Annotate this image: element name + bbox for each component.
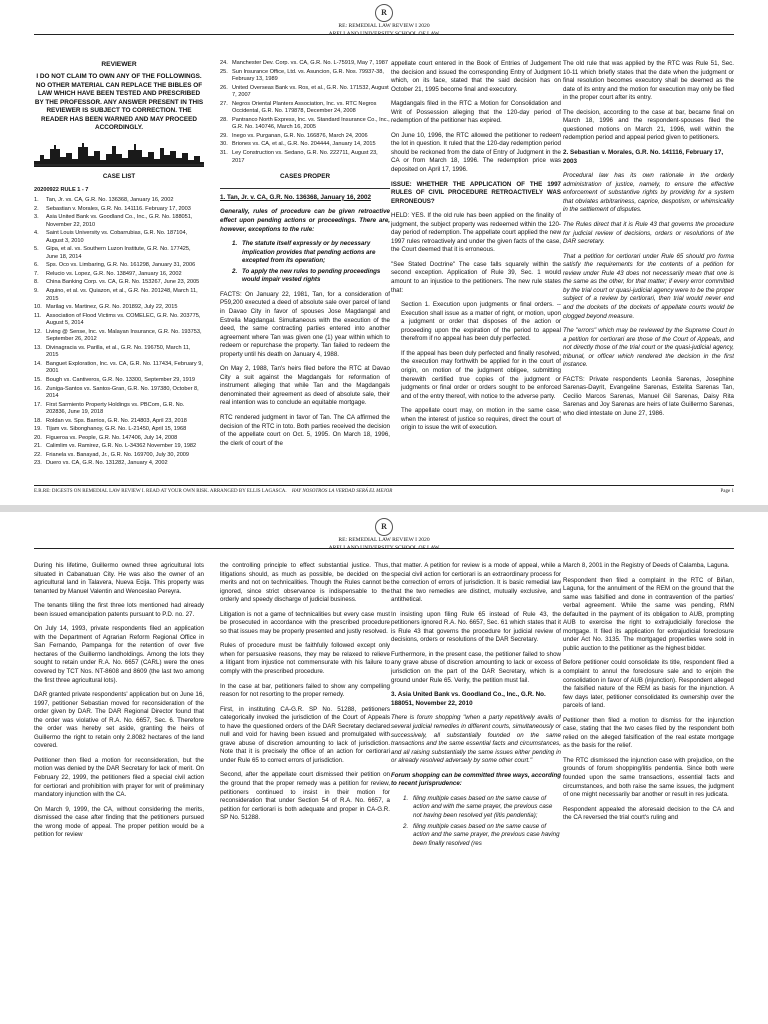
skyline-graphic <box>34 141 204 167</box>
col4-paragraph: Respondent appealed the aforesaid decision to the CA and the CA reversed the trial court's ruling and <box>563 805 734 822</box>
page-number: Page 1 <box>720 489 734 494</box>
col1-paragraph: On July 14, 1993, private respondents filed an application with the Department of Agrarian Reform Regional Office in San Fernando, Pampanga for the retention of over five hectares of the Guillermo landholdings. Among the lots they sought to retain under R.A. No. 6657 (CARL) were the ones covered by TCT Nos. NT-8608 and 8609 (the last two among the first three agricultural lots). <box>34 625 204 684</box>
case-list-group: 20200922 RULE 1 - 7 <box>34 187 89 194</box>
column-1 <box>34 60 204 484</box>
col4-paragraph: Petitioner then filed a motion to dismiss for the injunction case, stating that the two cases filed by the respondent both relied on the alleged falsification of the real estate mortgage as the basis for the relief. <box>563 716 734 750</box>
col4-paragraph: Respondent then filed a complaint in the RTC of Biñan, Laguna, for the annulment of the REM on the ground that the same was falsified and done in contravention of the parties' verbal agreement. While the same was pending, RMN defaulted in the payment of its obligation to AUB, prompting AUB to exercise the right to extrajudicially foreclose the mortgage. It filed its application for extrajudicial foreclosure under Act No. 3135. The mortgaged properties were sold in public auction to the petitioner as the highest bidder. <box>563 576 734 652</box>
col3-paragraph: that matter. A petition for review is a mode of appeal, while a special civil action for certiorari is an extraordinary process for the correction of errors of jurisdiction. It is basic remedial law that the two remedies are distinct, mutually exclusive, and antithetical. <box>391 562 561 604</box>
case-list-title: CASE LIST <box>102 172 136 180</box>
column-4 <box>563 60 734 484</box>
appeal-perfected-quote: If the appeal has been duly perfected and finally resolved, the execution may forthwith be applied for in the court of origin, on motion of the judgment obligee, submitting therewith certified true copies of the judgment or judgments or final order or orders sought to be enforced and of the entry thereof, with notice to the adverse party. <box>401 349 561 400</box>
case-list-item-number: 19. <box>34 426 42 433</box>
case-list-item-text: Ley Construction vs. Sedano, G.R. No. 222711, August 23, 2017 <box>232 150 378 164</box>
case-list-item-number: 10. <box>34 304 42 311</box>
case-list-item-number: 12. <box>34 328 42 335</box>
case-list-item-number: 29. <box>220 132 228 139</box>
case-list-item-text: Aquino, et al. vs. Quiazon, et al., G.R. No. 201248, March 11, 2015 <box>46 287 198 302</box>
case-list-item-text: Living @ Sense, Inc. vs. Malayan Insurance, G.R. No. 193753, September 26, 2012 <box>46 328 202 343</box>
case-list-item-text: Frianela vs. Banayad, Jr., G.R. No. 169700, July 30, 2009 <box>46 451 190 458</box>
page-gap <box>0 505 768 512</box>
three-ways-heading: Forum shopping can be committed three ways, according to recent jurisprudence: <box>391 771 561 788</box>
col3-paragraph-3: On June 10, 1996, the RTC allowed the petitioner to redeem the lot in question. It ruled that the 120-day redemption period should be reckoned from the date of Entry of Judgment in the CA or from March 18, 1996. The redemption price was deposited on April 17, 1996. <box>391 131 561 174</box>
column-4 <box>563 562 734 1024</box>
case-list-item-text: Divinagracia vs. Parilla, et al., G.R. No. 196750, March 11, 2015 <box>46 344 191 359</box>
case-list-item <box>34 271 204 279</box>
facts-paragraph-2: On May 2, 1988, Tan's heirs filed before the RTC at Davao City a suit against the Magdangals for reformation of instrument alleging that while Tan and the Magdangals denominated their agreement as deed of absolute sale, their real intention was to conclude an equitable mortgage. <box>220 365 390 407</box>
case-list-item-text: Inego vs. Purganan, G.R. No. 166876, March 24, 2006 <box>232 132 368 139</box>
section-1-quote: Section 1. Execution upon judgments or final orders. -- Execution shall issue as a matter of right, or motion, upon a judgment or order that disposes of the action or proceeding upon the expiration of the period to appeal therefrom if no appeal has been duly perfected. <box>401 301 561 343</box>
case-list-item-number: 26. <box>220 84 228 91</box>
case-list-item-text: Sps. Oco vs. Limbaring, G.R. No. 161298, January 31, 2006 <box>46 262 196 269</box>
column-1 <box>34 562 204 1024</box>
case-list-item-number: 16. <box>34 385 42 392</box>
case-list-item <box>220 85 390 100</box>
appellate-motion-quote: The appellate court may, on motion in the same case, when the interest of justice so requires, direct the court of origin to issue the writ of execution. <box>401 407 561 432</box>
university-seal-icon: R <box>375 518 393 536</box>
col4-paragraph-5: That a petition for certiorari under Rule 65 should pro forma satisfy the requirements for the contents of a petition for review under Rule 43 does not necessarily mean that one is the same as the other, for that matter; if every error committed by the trial court or quasi-judicial agency were to be the proper subject of a review by certiorari, then trial would never end and the dockets of the dockets of appellate courts would be clogged beyond measure. <box>563 252 734 320</box>
page-footer <box>34 489 734 496</box>
case-list-item <box>220 69 390 84</box>
case-list-item <box>220 150 390 165</box>
case-list-item <box>34 402 204 417</box>
exceptions-list <box>232 240 390 285</box>
col4-paragraph: March 8, 2001 in the Registry of Deeds of Calamba, Laguna. <box>563 562 730 569</box>
case-list-item <box>34 288 204 303</box>
case-list-item <box>34 329 204 344</box>
case-list-item-text: Negros Oriental Planters Association, Inc. vs. RTC Negros Occidental, G.R. No. 179878, December 24, 2008 <box>232 100 377 115</box>
case-list-item-number: 14. <box>34 360 42 367</box>
case-list-item-text: Relucio vs. Lopez, G.R. No. 138497, January 16, 2002 <box>46 270 182 277</box>
case-list-item <box>220 101 390 116</box>
case-3-title: 3. Asia United Bank vs. Goodland Co., Inc., G.R. No. 188051, November 22, 2010 <box>391 691 546 707</box>
header-course-title: RE: REMEDIAL LAW REVIEW I 2020 <box>338 537 430 543</box>
case-list-item <box>34 246 204 261</box>
case-list-item-number: 13. <box>34 344 42 351</box>
case-list-item <box>220 133 390 141</box>
case-list-item-number: 30. <box>220 141 228 148</box>
case-list-item-text: Zuniga-Santos vs. Santos-Gran, G.R. No. 197380, October 8, 2014 <box>46 385 199 400</box>
case-list-item-text: Gipa, et al. vs. Southern Luzon Institute, G.R. No. 177425, June 18, 2014 <box>46 246 191 260</box>
footer-divider <box>34 485 734 486</box>
case-list-item-number: 27. <box>220 100 228 107</box>
col4-paragraph-4: The Rules direct that it is Rule 43 that governs the procedure for judicial review of decisions, orders or resolutions of the DAR secretary. <box>563 221 734 246</box>
case-list-item-text: Saint Louis University vs. Cobarrubias, G.R. No. 187104, August 3, 2010 <box>46 230 188 244</box>
facts-paragraph-1: FACTS: On January 22, 1981, Tan, for a consideration of P59,200 executed a deed of absolute sale over parcel of land in Davao City in favor of spouses Jose Magdangal and Estrella Magdangal. Simultaneous with the execution of the deed, the same contracting parties entered into another agreement where Tan was given one (1) year within which to redeem or repurchase the property. Tan failed to redeem the property until his death on January 4, 1988. <box>220 290 390 358</box>
case-list-item-number: 3. <box>34 214 39 221</box>
case-list-item <box>34 230 204 245</box>
reviewer-title: REVIEWER <box>101 61 137 68</box>
case-list-item <box>34 443 204 451</box>
issue-heading: ISSUE: WHETHER THE APPLICATION OF THE 1997 RULES OF CIVIL PROCEDURE RETROACTIVELY WAS ERRONEOUS? <box>391 180 561 205</box>
section-divider <box>220 188 390 189</box>
case-list-item <box>220 60 390 68</box>
case-list-item-number: 31. <box>220 150 228 157</box>
exception-item <box>232 268 390 285</box>
col2-paragraph: the controlling principle to effect substantial justice. Thus, litigations should, as much as possible, be decided on the merits and not on technicalities. Though the Rules cannot be ignored, since strict observance is indispensable to the orderly and speedy discharge of judicial business. <box>220 562 390 604</box>
case-list-item-number: 25. <box>220 68 228 75</box>
header-divider <box>34 34 734 35</box>
col2-paragraph: First, in instituting CA-G.R. SP No. 51288, petitioners categorically invoked the jurisdiction of the Court of Appeals to have the questioned orders of the DAR Secretary declared null and void for having been issued and promulgated with grave abuse of discretion amounting to lack of jurisdiction. Note that it is precisely the office of an action for certiorari under Rule 65 to correct errors of jurisdiction. <box>220 705 390 764</box>
cases-proper-title: CASES PROPER <box>279 173 331 181</box>
exception-item-text: To apply the new rules to pending proceedings would impair vested rights <box>242 267 381 284</box>
col1-paragraph: During his lifetime, Guillermo owned three agricultural lots situated in Cabanatuan City. He was also the owner of an agricultural land in Talavera, Nueva Ecija. This property was tenanted by Manuel Valentin and Wenceslao Pereyra. <box>34 562 204 595</box>
forum-shopping-way-text: filing multiple cases based on the same cause of action and with the same prayer, the previous case not having been resolved yet (litis pendentia); <box>413 794 553 819</box>
col1-paragraph: DAR granted private respondents' application but on June 16, 1997, petitioner Sebastian moved for reconsideration of the order given by DAR. The DAR Regional Director found that the order was violative of R.A. No. 6657, Sec. 6. Therefore the order was hereby set aside, granting the heirs of Guillermo the right to retain only 2.8082 hectares of the land covered. <box>34 691 204 750</box>
col3-paragraph: In insisting upon filing Rule 65 instead of Rule 43, the petitioners ignored R.A. No. 6657, Sec. 61 which states that it is Rule 43 that governs the procedure for judicial review of decisions, orders or resolutions of the DAR Secretary. <box>391 610 561 644</box>
exception-item-text: The statute itself expressly or by necessary implication provides that pending actions are excepted from its operation; <box>242 240 376 265</box>
col4-paragraph: The RTC dismissed the injunction case with prejudice, on the grounds of forum shopping/litis pendentia. Since both were founded upon the same transactions, essential facts and circumstances, and both raise the same issues, the judgment of one might necessarily bar another or result in res judicata. <box>563 756 734 799</box>
university-seal-icon: R <box>375 4 393 22</box>
case-list-item-number: 9. <box>34 287 39 294</box>
case-list-item-number: 28. <box>220 116 228 123</box>
case-list-item-text: Marilag vs. Martinez, G.R. No. 201892, July 22, 2015 <box>46 304 178 311</box>
case-list-item-number: 20. <box>34 434 42 441</box>
header-divider <box>34 548 734 549</box>
case-list-item-number: 5. <box>34 246 39 253</box>
case-list-item-number: 23. <box>34 460 42 467</box>
forum-shopping-way-number: 1. <box>403 794 409 802</box>
document-page-1 <box>0 0 768 505</box>
case-list-item-number: 4. <box>34 230 39 237</box>
footer-disclaimer: E.R.RE: DIGESTS ON REMEDIAL LAW REVIEW I. READ AT YOUR OWN RISK. ARRANGED BY ELLIS LAGASCA. <box>34 489 287 494</box>
case-list-item-text: Association of Flood Victims vs. COMELEC, G.R. No. 203775, August 5, 2014 <box>46 312 201 327</box>
column-3 <box>391 60 561 484</box>
exception-item <box>232 240 390 266</box>
case-list-a <box>34 197 204 468</box>
case-list-item-number: 15. <box>34 377 42 383</box>
col3-paragraph-2: Magdangals filed in the RTC a Motion for Consolidation and Writ of Possession alleging that the 120-day period of redemption of the petitioner has expired. <box>391 100 561 125</box>
document-page-2 <box>0 512 768 1024</box>
case-list-item-text: Briones vs. CA, et al., G.R. No. 204444, January 14, 2015 <box>232 141 376 148</box>
case-list-item-text: Bough vs. Cantiveros, G.R. No. 13300, September 29, 1919 <box>46 377 195 383</box>
case-list-item <box>34 206 204 214</box>
case-list-item-text: Tijam vs. Sibonghanoy, G.R. No. L-21450, April 15, 1968 <box>46 426 187 433</box>
forum-shopping-way-text: filing multiple cases based on the same cause of action and the same prayer, the previous case having been finally resolved (res <box>413 822 560 847</box>
case-list-item-number: 11. <box>34 312 42 319</box>
col4-paragraph-2: The decision, according to the case at bar, became final on March 18, 1996 and the respondent-spouses filed the questioned motions on March 21, 1996, well within the redemption period and appeal period given to petitioners. <box>563 108 734 142</box>
forum-shopping-way <box>403 823 561 849</box>
case-list-item-number: 7. <box>34 270 39 277</box>
case-list-item <box>34 279 204 287</box>
case-list-item-number: 17. <box>34 401 42 408</box>
case-list-item-text: Figueroa vs. People, G.R. No. 147406, July 14, 2008 <box>46 434 178 441</box>
forum-shopping-way <box>403 795 561 821</box>
doctrine-text: Generally, rules of procedure can be given retroactive effect upon pending actions or proceedings. There are, however, exceptions to the rule: <box>220 208 390 233</box>
col3-paragraph: Furthermore, in the present case, the petitioner failed to show any grave abuse of discretion amounting to lack or excess of jurisdiction on the part of the DAR Secretary, which is a ground under Rule 65. Verily, the petition must fail. <box>391 650 561 684</box>
col1-paragraph: Petitioner then filed a motion for reconsideration, but the motion was denied by the DAR Secretary for lack of merit. On February 22, 1999, the petitioners filed a special civil action for certiorari and prohibition with prayer for writ of preliminary mandatory injunction with the CA. <box>34 756 204 799</box>
exception-item-number: 1. <box>232 240 238 248</box>
forum-shopping-way-number: 2. <box>403 822 409 830</box>
case-list-item <box>34 452 204 460</box>
header-course-title: RE: REMEDIAL LAW REVIEW I 2020 <box>338 23 430 29</box>
case-1-title: 1. Tan, Jr. v. CA, G.R. No. 136368, January 16, 2002 <box>220 193 371 201</box>
case-list-item-text: First Sarmiento Property Holdings vs. PBCom, G.R. No. 202836, June 19, 2018 <box>46 401 185 416</box>
col2-paragraph: In the case at bar, petitioners failed to show any compelling reason for not resorting to the proper remedy. <box>220 682 390 699</box>
case-list-item <box>34 345 204 360</box>
case-2-title: 2. Sebastian v. Morales, G.R. No. 141116, February 17, 2003 <box>563 148 724 165</box>
case-list-item-text: Banguet Exploration, Inc. vs. CA, G.R. No. 117434, February 9, 2001 <box>46 360 203 375</box>
case-list-b <box>220 60 390 165</box>
held-paragraph: HELD: YES. If the old rule has been applied on the finality of judgment, the subject property was redeemed within the 120-day period of redemption. The appellate court applied the new 1997 rules retroactively and under the given facts of the case, the Court deemed that it is erroneous. <box>391 212 561 254</box>
col2-paragraph: Rules of procedure must be faithfully followed except only when for persuasive reasons, they may be relaxed to relieve a litigant from injustice not commensurate with his failure to comply with the prescribed procedure. <box>220 642 390 676</box>
footer-motto: HAY NOSOTROS LA VERDAD SERÁ EL MEJOR <box>291 489 393 494</box>
col2-paragraph: Litigation is not a game of technicalities but every case must be prosecuted in accordance with the prescribed procedure so that issues may be properly presented and justly resolved. <box>220 610 390 635</box>
case-list-item <box>34 262 204 270</box>
col2-paragraph: Second, after the appellate court dismissed their petition on the ground that the proper remedy was a petition for review, petitioners continued to insist in their motion for reconsideration that under Section 54 of R.A. No. 6657, a petition for certiorari is both adequate and proper in CA-G.R. SP No. 51288. <box>220 771 390 822</box>
disclaimer: I DO NOT CLAIM TO OWN ANY OF THE FOLLOWINGS. NO OTHER MATERIAL CAN REPLACE THE BIBLES OF LAW WHICH HAVE BEEN TESTED AND PRESCRIBED BY THE PROFESSOR. ANY ANSWER PRESENT IN THIS REVIEWER IS SUBJECT TO CORRECTION. THE READER HAS BEEN WARNED AND MAY PROCEED ACCORDINGLY. <box>34 73 204 132</box>
case-list-item <box>34 313 204 328</box>
case-list-item-text: Tan, Jr. vs. CA, G.R. No. 136368, January 16, 2002 <box>46 196 174 203</box>
case-list-item-number: 1. <box>34 196 39 203</box>
case-list-item-number: 2. <box>34 205 39 212</box>
column-3 <box>391 562 561 1024</box>
exception-item-number: 2. <box>232 267 238 275</box>
stated-doctrine-paragraph: "See Stated Doctrine" The case falls squarely within the second exception. Application of Rule 39, Sec. 1 would amount to an injustice to the petitioners. The new rule states that: <box>391 260 561 294</box>
case-list-item-text: Manchester Dev. Corp. vs. CA, G.R. No. L-75919, May 7, 1987 <box>232 60 388 66</box>
case-list-item <box>220 141 390 149</box>
col4-paragraph-3: Procedural law has its own rationale in the orderly administration of justice, namely, to ensure the effective enforcement of substantive rights by providing for a system that obviates arbitrariness, caprice, despotism, or whimsicality in the settlement of disputes. <box>563 172 734 214</box>
col4-paragraph-7: FACTS: Private respondents Leonila Sarenas, Josephine Sarenas-Dayrit, Evangeline Sarenas, Estelita Sarenas Tan, Cecilio Marcos Sarenas, Manuel Gil Sarenas, Daisy Rita Sarenas and Joy Sarenas are heirs of late Guillermo Sarenas, who died intestate on June 27, 1986. <box>563 375 734 417</box>
case-list-item-text: Roldan vs. Sps. Barrios, G.R. No. 214803, April 23, 2018 <box>46 417 187 424</box>
col4-paragraph-6: The "errors" which may be reviewed by the Supreme Court in a petition for certiorari are those of the Court of Appeals, and not directly those of the trial court or the quasi-judicial agency, tribunal, or officer which rendered the decision in the first instance. <box>563 327 734 369</box>
case-list-item-text: China Banking Corp. vs. CA, G.R. No. 153267, June 23, 2005 <box>46 279 200 286</box>
case-list-item-number: 18. <box>34 417 42 424</box>
column-2 <box>220 60 390 484</box>
case-list-item <box>34 386 204 401</box>
col1-paragraph: On March 9, 1999, the CA, without considering the merits, dismissed the case after finding that the petitioners pursued the wrong mode of appeal. The proper petition would be a petition for review <box>34 805 204 839</box>
case-list-item <box>34 426 204 434</box>
case-list-item <box>34 214 204 229</box>
case-list-item <box>34 435 204 443</box>
case-list-item <box>34 377 204 385</box>
col1-paragraph: The tenants tilling the first three lots mentioned had already been issued emancipation patents pursuant to P.D. no. 27. <box>34 602 204 618</box>
case-list-item <box>220 117 390 132</box>
case-list-item <box>34 361 204 376</box>
forum-shopping-definition: There is forum shopping "when a party repetitively avails of several judicial remedies in different courts, simultaneously or successively, all substantially founded on the same transactions and the same essential facts and circumstances, and all raising substantially the same issues either pending in or already resolved adversely by some other court." <box>391 714 561 765</box>
case-list-item-text: Pantranco North Express, Inc. vs. Standard Insurance Co., Inc., G.R. No. 140746, March 16, 2005 <box>232 116 390 131</box>
case-list-item-text: Duero vs. CA, G.R. No. 131282, January 4, 2002 <box>46 460 168 467</box>
case-list-item-number: 24. <box>220 60 228 66</box>
forum-shopping-ways <box>403 795 561 848</box>
col4-paragraph: Before petitioner could consolidate its title, respondent filed a complaint to annul the foreclosure sale and to enjoin the consolidation in favor of AUB (injunction). Respondent alleged the falsified nature of the REM as basis for the injunction. A few days later, petitioner consolidated its ownership over the parcels of land. <box>563 659 734 710</box>
case-list-item-number: 6. <box>34 262 39 269</box>
col3-paragraph-1: appellate court entered in the Book of Entries of Judgement the decision and issued the corresponding Entry of Judgment which, on its face, stated that the said decision has on October 21, 1995 become final and executory. <box>391 60 561 93</box>
case-list-item-number: 22. <box>34 451 42 458</box>
case-list-item-text: United Overseas Bank vs. Ros, et al., G.R. No. 171532, August 7, 2007 <box>232 84 389 99</box>
column-2 <box>220 562 390 1024</box>
col4-paragraph-1: The old rule that was applied by the RTC was Rule 51, Sec. 10-11 which briefly states that the date when the judgment or final resolution becomes executory shall be deemed as the date of its entry and the motion for execution may only be filed in the proper court after its entry. <box>563 60 734 102</box>
case-list-item-number: 8. <box>34 279 39 286</box>
skyline-illustration <box>34 141 204 167</box>
case-list-item <box>34 460 204 468</box>
case-list-item-number: 21. <box>34 443 42 450</box>
case-list-item-text: Sebastian v. Morales, G.R. No. 141116. February 17, 2003 <box>46 205 191 212</box>
case-list-item-text: Asia United Bank vs. Goodland Co., Inc., G.R. No. 188051, November 22, 2010 <box>46 214 193 228</box>
case-list-item <box>34 197 204 205</box>
case-list-item <box>34 418 204 426</box>
case-list-item <box>34 304 204 312</box>
case-list-item-text: Calimlim vs. Ramirez, G.R. No. L-34362 November 19, 1982 <box>46 443 197 450</box>
case-list-item-text: Sun Insurance Office, Ltd. vs. Asuncion, G.R. Nos. 79937-38, February 13, 1989 <box>232 68 384 83</box>
facts-paragraph-3: RTC rendered judgment in favor of Tan. The CA affirmed the decision of the RTC in toto. Both parties received the decision of the appellate court on Oct. 5, 1995. On March 18, 1996, the clerk of court of the <box>220 413 390 447</box>
